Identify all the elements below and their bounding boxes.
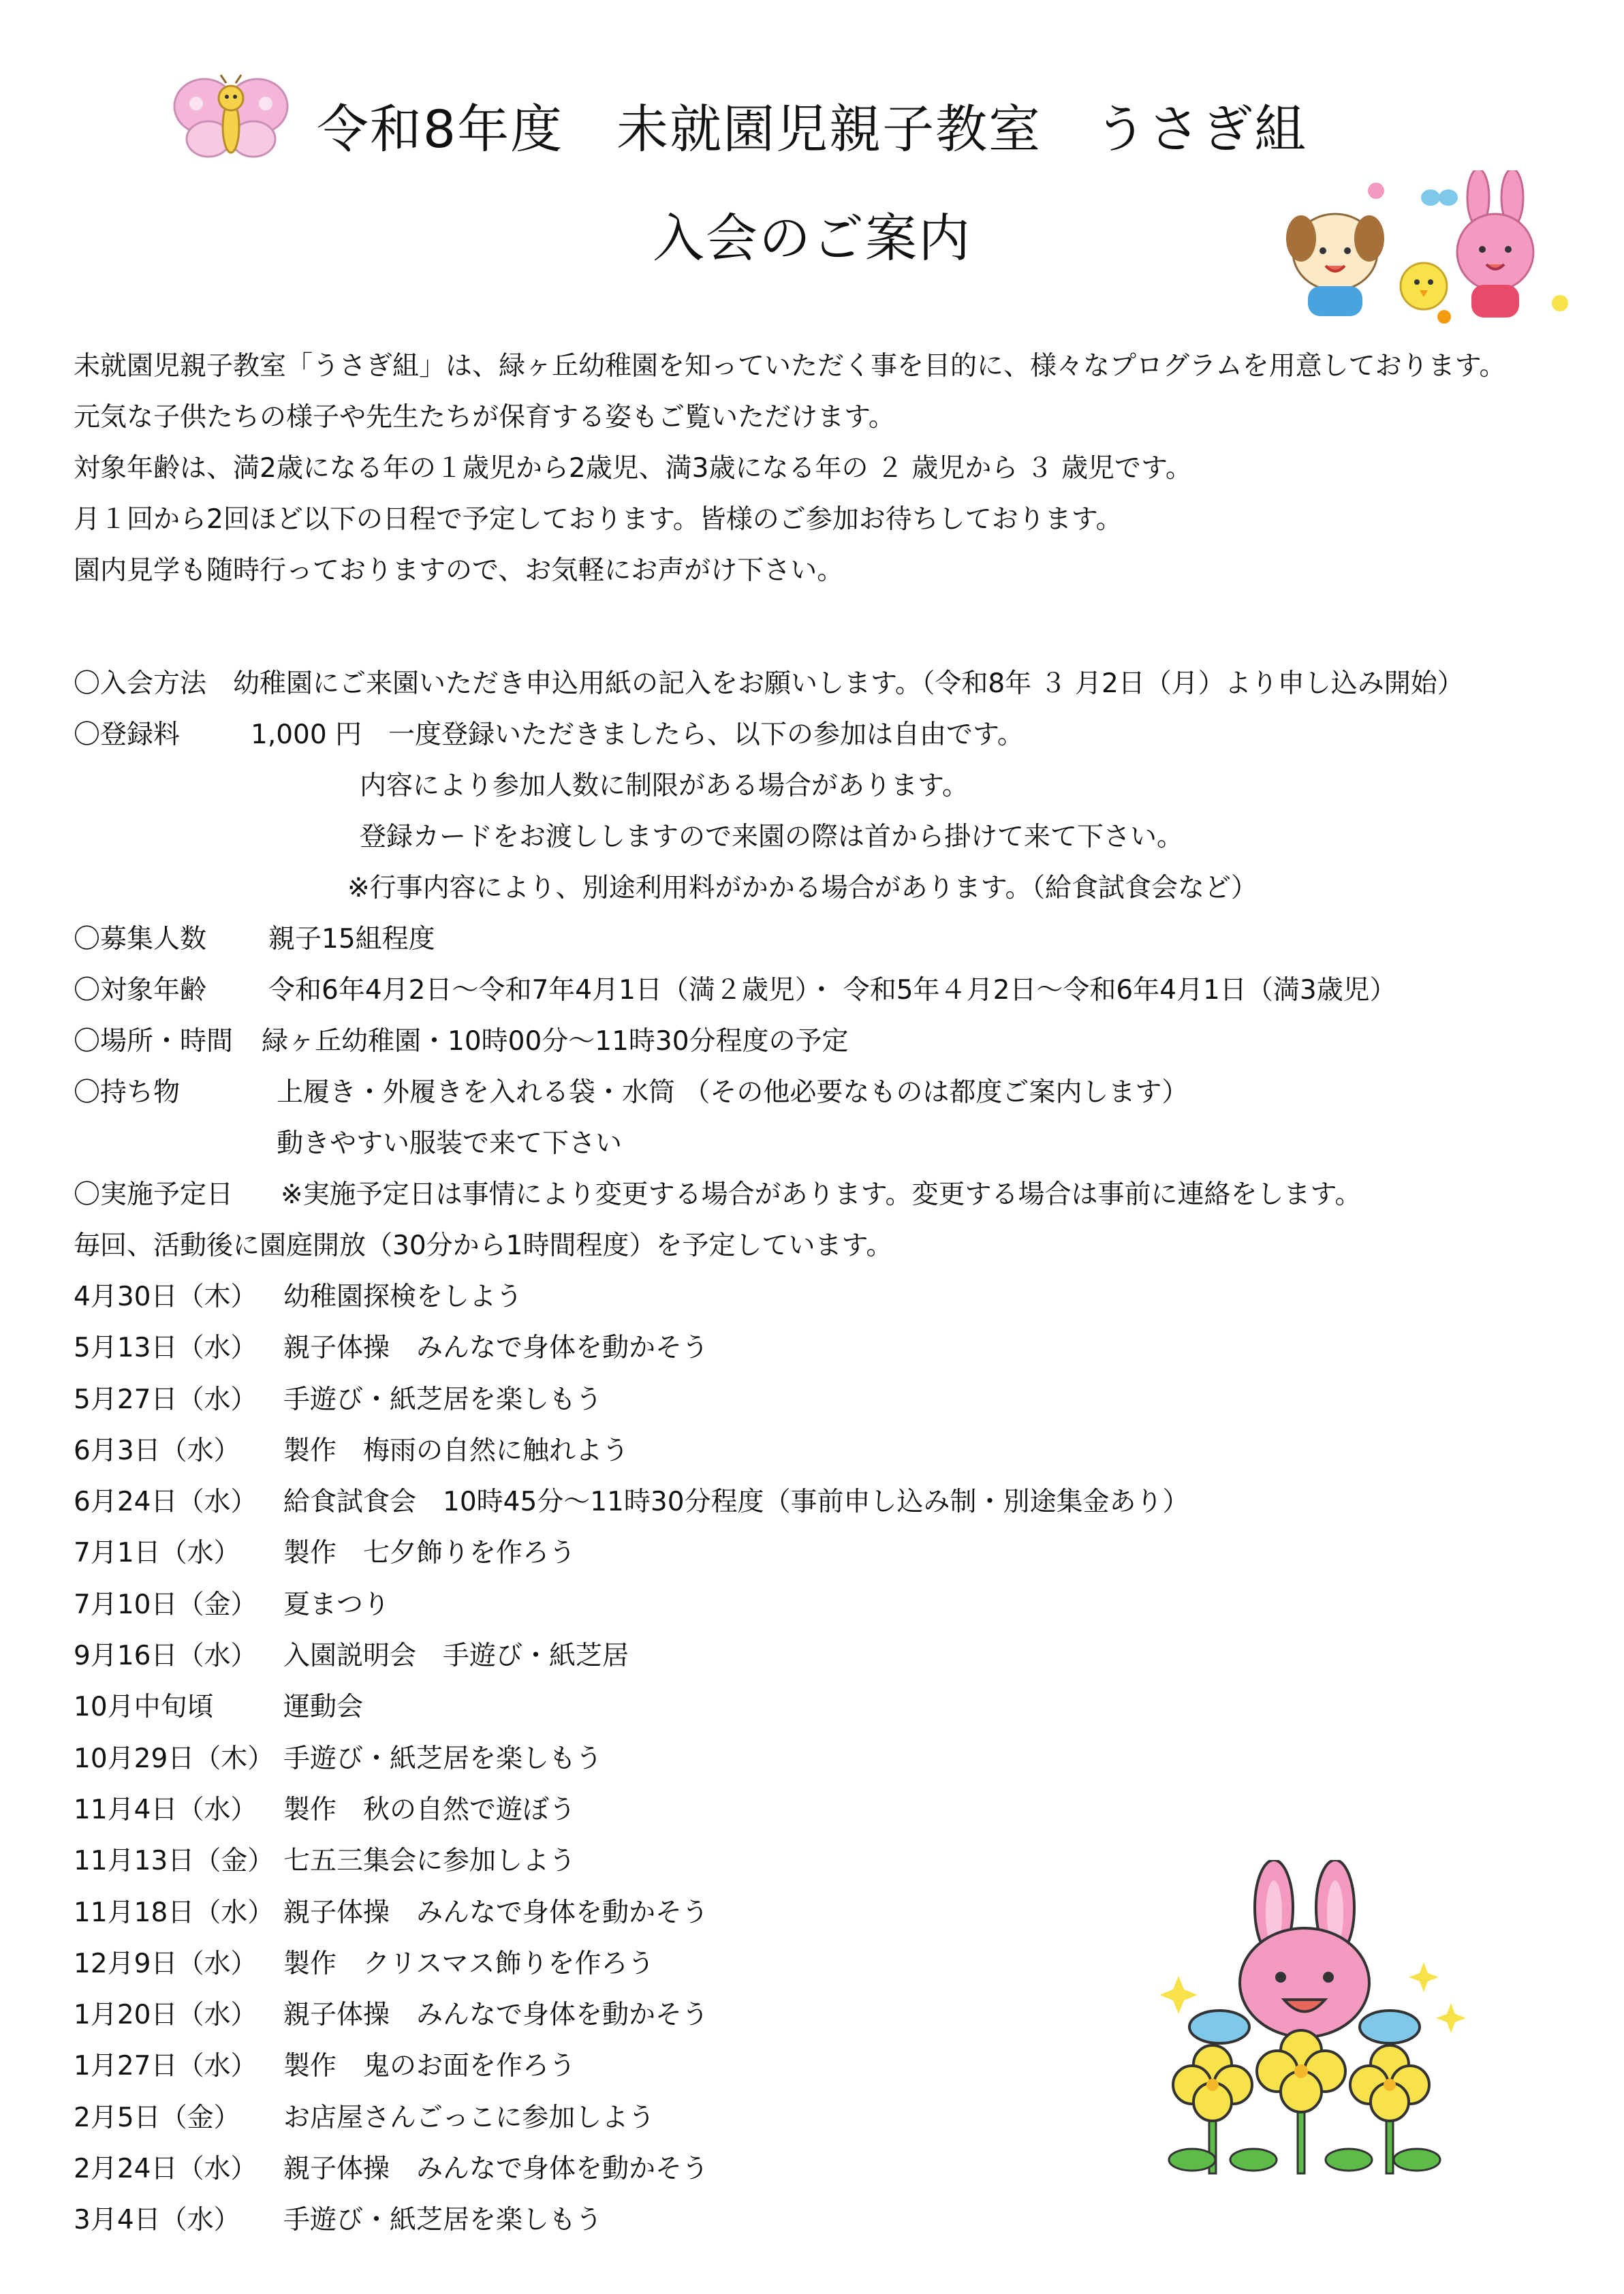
schedule-row (74, 1784, 1095, 1835)
fee-value: 1,000 円 一度登録いただきましたら、以下の参加は自由です。 (251, 719, 1024, 750)
garden-note-row (74, 1220, 1586, 1271)
age-label: 〇対象年齢 (74, 975, 207, 1006)
page-title: 令和8年度 未就園児親子教室 うさぎ組 (316, 99, 1308, 159)
schedule-row (74, 1374, 1095, 1425)
schedule-row (74, 1271, 1095, 1322)
schedule-date: 7月1日（水） (74, 1538, 240, 1569)
items-value: 動きやすい服装で来て下さい (277, 1128, 623, 1159)
schedule-date: 12月9日（水） (74, 1948, 257, 1979)
schedule-activity: 手遊び・紙芝居を楽しもう (283, 2205, 603, 2236)
schedule-date: 1月20日（水） (74, 2000, 257, 2031)
place-row (74, 1016, 1586, 1067)
intro-section (74, 341, 1572, 596)
fee-note-row (74, 863, 1586, 914)
schedule-activity: 入園説明会 手遊び・紙芝居 (283, 1641, 629, 1672)
method-value: 幼稚園にご来園いただき申込用紙の記入をお願いします。（令和8年 ３ 月2日（月）より申し込み開始） (233, 668, 1464, 699)
fee-note: 内容により参加人数に制限がある場合があります。 (360, 771, 969, 801)
schedule-row (74, 2195, 1095, 2246)
schedule-activity: 給食試食会 10時45分～11時30分程度（事前申し込み制・別途集金あり） (283, 1487, 1189, 1518)
items-row (74, 1118, 1586, 1169)
items-value: 上履き・外履きを入れる袋・水筒 （その他必要なものは都度ご案内します） (277, 1077, 1189, 1108)
schedule-date: 1月27日（水） (74, 2051, 257, 2082)
fee-note: ※行事内容により、別途利用料がかかる場合があります。（給食試食会など） (347, 873, 1258, 903)
age-row (74, 965, 1586, 1016)
schedule-activity: 手遊び・紙芝居を楽しもう (283, 1743, 603, 1774)
schedule-date: 2月5日（金） (74, 2102, 240, 2133)
schedule-row (74, 1887, 1095, 1938)
fee-row (74, 709, 1586, 760)
schedule-row (74, 1425, 1095, 1476)
schedule-row (74, 1476, 1189, 1528)
method-row (74, 658, 1586, 709)
place-label: 〇場所・時間 (74, 1026, 234, 1057)
fee-note: 登録カードをお渡ししますので来園の際は首から掛けて来て下さい。 (360, 822, 1184, 852)
fee-note-row (74, 760, 1586, 811)
schedule-row (74, 1989, 1095, 2041)
schedule-activity: 親子体操 みんなで身体を動かそう (283, 2154, 709, 2185)
schedule-activity: 七五三集会に参加しよう (283, 1846, 576, 1877)
schedule-date: 5月27日（水） (74, 1384, 257, 1415)
dates-row (74, 1169, 1586, 1220)
schedule-row (74, 1681, 1095, 1733)
schedule-activity: 製作 クリスマス飾りを作ろう (283, 1948, 655, 1979)
schedule-date: 10月29日（木） (74, 1743, 275, 1774)
intro-line: 月１回から2回ほど以下の日程で予定しております。皆様のご参加お待ちしております。 (74, 504, 1123, 535)
fee-label: 〇登録料 (74, 719, 181, 750)
schedule-row (74, 1835, 1095, 1887)
age-value: 令和6年4月2日～令和7年4月1日（満２歳児）・ 令和5年４月2日～令和6年4月1日（満3歳児） (268, 975, 1396, 1006)
schedule-date: 2月24日（水） (74, 2154, 257, 2185)
page-subtitle: 入会のご案内 (653, 208, 971, 268)
dates-label: 〇実施予定日 (74, 1179, 234, 1210)
place-value: 緑ヶ丘幼稚園・10時00分～11時30分程度の予定 (262, 1026, 849, 1057)
schedule-row (74, 1322, 1095, 1374)
schedule-date: 5月13日（水） (74, 1333, 257, 1364)
schedule-row (74, 1733, 1095, 1784)
schedule-row (74, 2092, 1095, 2143)
dog-chick-rabbit-illustration (1274, 170, 1574, 334)
intro-line: 対象年齢は、満2歳になる年の１歳児から2歳児、満3歳になる年の ２ 歳児から ３ 歳児です。 (74, 453, 1192, 484)
schedule-list (74, 1271, 1189, 2246)
schedule-date: 6月3日（水） (74, 1435, 240, 1466)
recruit-value: 親子15組程度 (268, 924, 435, 955)
schedule-activity: 運動会 (283, 1692, 364, 1723)
schedule-row (74, 1630, 1095, 1681)
schedule-activity: 製作 七夕飾りを作ろう (283, 1538, 576, 1569)
schedule-row (74, 2143, 1095, 2195)
schedule-date: 11月13日（金） (74, 1846, 275, 1877)
schedule-date: 6月24日（水） (74, 1487, 257, 1518)
schedule-activity: お店屋さんごっこに参加しよう (283, 2102, 655, 2133)
schedule-date: 11月18日（水） (74, 1897, 275, 1928)
schedule-row (74, 2041, 1095, 2092)
rabbit-with-flowers-illustration (1151, 1860, 1478, 2187)
schedule-date: 3月4日（水） (74, 2205, 240, 2236)
garden-note: 毎回、活動後に園庭開放（30分から1時間程度）を予定しています。 (74, 1230, 893, 1261)
intro-line: 未就園児親子教室「うさぎ組」は、緑ヶ丘幼稚園を知っていただく事を目的に、様々なプログラムを用意しております。 (74, 351, 1506, 382)
schedule-activity: 親子体操 みんなで身体を動かそう (283, 2000, 709, 2031)
method-label: 〇入会方法 (74, 668, 207, 699)
intro-line: 園内見学も随時行っておりますので、お気軽にお声がけ下さい。 (74, 555, 844, 586)
schedule-date: 10月中旬頃 (74, 1692, 214, 1723)
recruit-row (74, 914, 1586, 965)
schedule-activity: 親子体操 みんなで身体を動かそう (283, 1333, 709, 1364)
schedule-activity: 幼稚園探検をしよう (283, 1282, 523, 1312)
items-row (74, 1067, 1586, 1118)
schedule-row (74, 1938, 1095, 1989)
fee-note-row (74, 811, 1586, 863)
schedule-activity: 製作 鬼のお面を作ろう (283, 2051, 576, 2082)
schedule-row (74, 1579, 1095, 1630)
items-label: 〇持ち物 (74, 1077, 181, 1108)
schedule-date: 7月10日（金） (74, 1589, 257, 1620)
schedule-date: 11月4日（水） (74, 1794, 257, 1825)
info-section (74, 658, 1586, 1271)
schedule-activity: 夏まつり (283, 1589, 390, 1620)
schedule-activity: 親子体操 みんなで身体を動かそう (283, 1897, 709, 1928)
schedule-date: 9月16日（水） (74, 1641, 257, 1672)
schedule-activity: 手遊び・紙芝居を楽しもう (283, 1384, 603, 1415)
recruit-label: 〇募集人数 (74, 924, 207, 955)
schedule-activity: 製作 秋の自然で遊ぼう (283, 1794, 576, 1825)
schedule-activity: 製作 梅雨の自然に触れよう (283, 1435, 629, 1466)
dates-value: ※実施予定日は事情により変更する場合があります。変更する場合は事前に連絡をします。 (281, 1179, 1362, 1210)
schedule-row (74, 1528, 1095, 1579)
schedule-date: 4月30日（木） (74, 1282, 257, 1312)
intro-line: 元気な子供たちの様子や先生たちが保育する姿もご覧いただけます。 (74, 402, 895, 433)
